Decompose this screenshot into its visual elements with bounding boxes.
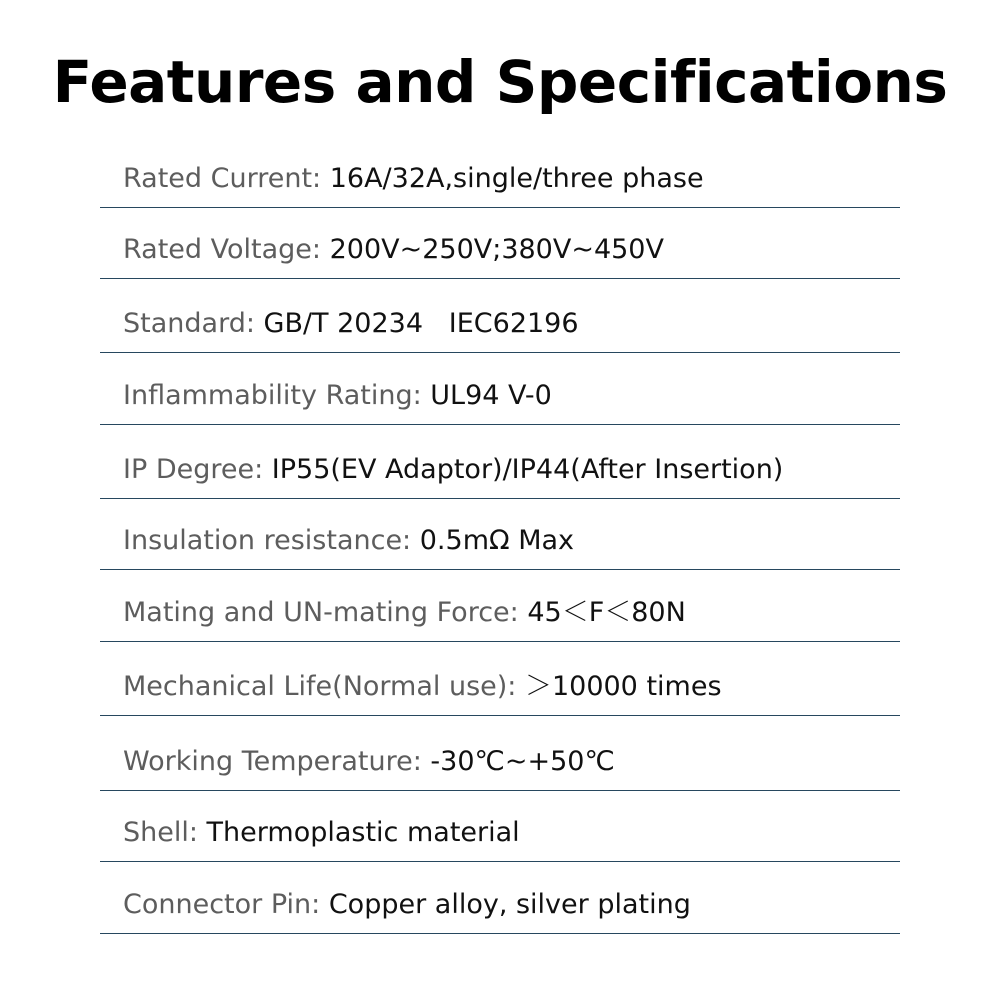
spec-row-connector-pin <box>100 862 900 934</box>
spec-label: Inflammability Rating: <box>123 380 431 411</box>
spec-label: Rated Voltage: <box>123 234 330 265</box>
spec-value: Copper alloy, silver plating <box>328 889 691 920</box>
spec-value: -30℃~+50℃ <box>430 746 615 777</box>
spec-label: Connector Pin: <box>123 889 329 920</box>
spec-label: IP Degree: <box>123 454 272 485</box>
spec-value: 0.5mΩ Max <box>419 525 575 556</box>
spec-label: Working Temperature: <box>123 746 431 777</box>
spec-row-ip-degree <box>100 427 900 499</box>
spec-text <box>123 595 686 631</box>
spec-text <box>123 887 691 923</box>
spec-row-shell <box>100 790 900 862</box>
spec-value: UL94 V-0 <box>430 380 552 411</box>
spec-text <box>123 523 574 559</box>
spec-row-rated-current <box>100 136 900 208</box>
spec-text <box>123 378 552 414</box>
spec-label: Mating and UN-mating Force: <box>123 597 528 628</box>
spec-value: GB/T 20234 IEC62196 <box>263 308 579 339</box>
spec-text <box>123 452 783 488</box>
spec-value: IP55(EV Adaptor)/IP44(After Insertion) <box>271 454 784 485</box>
spec-row-insulation-resistance <box>100 498 900 570</box>
spec-text <box>123 161 704 197</box>
spec-text <box>123 306 579 342</box>
spec-label: Mechanical Life(Normal use): <box>123 671 525 702</box>
spec-value: ＞10000 times <box>524 671 722 702</box>
spec-row-working-temperature <box>100 719 900 791</box>
spec-text <box>123 744 615 780</box>
spec-row-mating-force <box>100 570 900 642</box>
spec-row-rated-voltage <box>100 207 900 279</box>
spec-value: 200V~250V;380V~450V <box>329 234 664 265</box>
spec-row-standard <box>100 281 900 353</box>
page-title: Features and Specifications <box>52 48 948 116</box>
spec-label: Rated Current: <box>123 163 330 194</box>
spec-value: 16A/32A,single/three phase <box>329 163 704 194</box>
spec-label: Insulation resistance: <box>123 525 420 556</box>
spec-text <box>123 232 664 268</box>
spec-value: Thermoplastic material <box>206 817 520 848</box>
spec-value: 45＜F＜80N <box>527 597 686 628</box>
spec-row-mechanical-life <box>100 644 900 716</box>
spec-row-inflammability-rating <box>100 353 900 425</box>
spec-label: Standard: <box>123 308 264 339</box>
spec-text <box>123 815 520 851</box>
spec-label: Shell: <box>123 817 207 848</box>
spec-text <box>123 669 722 705</box>
